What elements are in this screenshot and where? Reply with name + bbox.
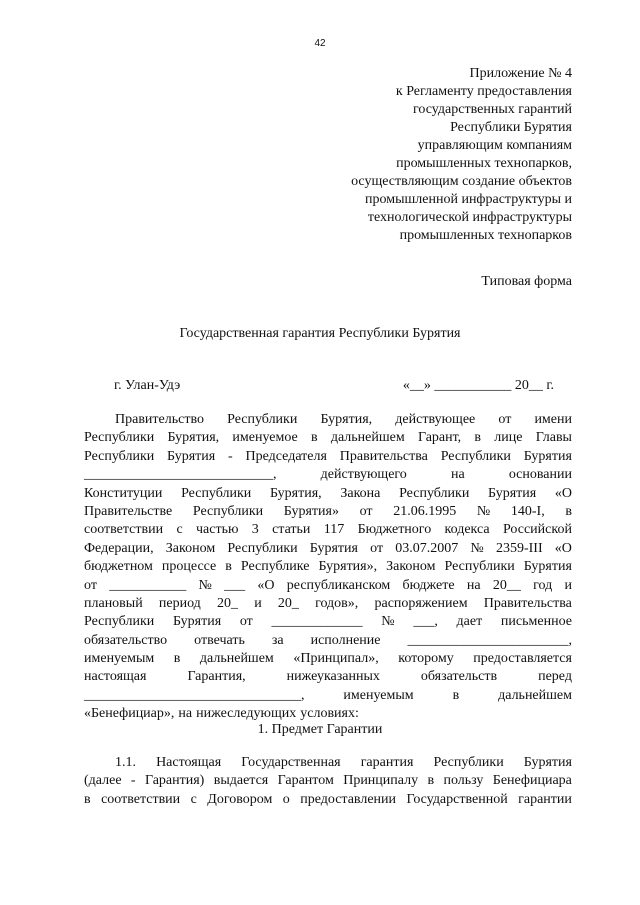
word: в: [84, 791, 91, 807]
word: дальнейшем: [330, 430, 405, 446]
word: на: [450, 467, 465, 483]
word: имени: [534, 412, 572, 427]
word: Республики: [84, 430, 155, 446]
section-heading: 1. Предмет Гарантии: [257, 722, 383, 737]
word: бюджете: [402, 577, 455, 593]
word: «О: [554, 485, 572, 501]
word: дальнейшем: [498, 687, 572, 703]
word: от: [370, 540, 384, 556]
word: обязательств: [420, 669, 498, 685]
word: Бурятия»: [283, 503, 339, 519]
word: республиканском: [286, 577, 391, 593]
word: от: [239, 614, 253, 630]
word: на: [178, 706, 193, 722]
word: Гарантия,: [187, 669, 246, 685]
word: именуемое: [232, 430, 298, 446]
appendix-line: технологической инфраструктуры: [367, 210, 572, 225]
word: с: [190, 791, 197, 807]
text-line: [84, 754, 572, 772]
word: нижеследующих: [196, 706, 297, 722]
word: период: [158, 595, 201, 611]
word: статьи: [272, 522, 311, 538]
word: в: [452, 687, 460, 703]
word: №: [198, 577, 212, 593]
word: Бурятия: [309, 540, 358, 556]
word: ___: [224, 577, 246, 593]
word: №: [381, 614, 395, 630]
word: 140-I,: [510, 503, 545, 519]
form-type-label: Типовая форма: [481, 274, 572, 289]
word: дает: [456, 614, 483, 630]
word: нижеуказанных: [286, 669, 380, 685]
text-line: [84, 485, 572, 503]
word: Республике: [240, 559, 310, 575]
word: и: [564, 577, 572, 593]
word: Бурятия,: [167, 430, 220, 446]
appendix-line: государственных гарантий: [413, 102, 572, 117]
word: Республики: [444, 559, 515, 575]
word: Правительстве: [84, 503, 173, 519]
word: именуемым: [343, 687, 414, 703]
word: Бенефициара: [492, 773, 572, 789]
word: предоставляется: [473, 651, 572, 667]
word: Государственная: [241, 755, 341, 770]
word: год: [533, 577, 553, 593]
word: -: [130, 773, 136, 789]
word: 20_: [277, 595, 299, 611]
word: соответствии: [101, 791, 181, 807]
word: которому: [398, 651, 454, 667]
word: Гарант,: [417, 430, 462, 446]
word: Бурятия: [167, 448, 216, 464]
word: предоставлении: [300, 791, 397, 807]
text-line: [84, 577, 572, 595]
word: Главы: [535, 430, 572, 446]
date-text: «__» ___________ 20__ г.: [402, 378, 554, 393]
word: Республики: [192, 503, 264, 519]
word: «О: [257, 577, 275, 593]
word: Принципалу: [343, 773, 419, 789]
word: (далее: [84, 773, 122, 789]
word: «Бенефициар»,: [84, 706, 175, 722]
word: действующего: [320, 467, 407, 483]
word: за: [271, 632, 284, 648]
word: 03.07.2007: [395, 540, 459, 556]
word: именуемым: [84, 651, 155, 667]
word: _____________: [271, 614, 363, 630]
word: письменное: [500, 614, 572, 630]
word: действующее: [395, 412, 476, 427]
word: гарантии: [518, 791, 572, 807]
word: Бюджетного: [357, 522, 432, 538]
text-line: [84, 558, 572, 576]
appendix-line: Приложение № 4: [469, 66, 572, 81]
word: 2359-III: [495, 540, 543, 556]
word: частью: [195, 522, 239, 538]
word: распоряжением: [374, 595, 468, 611]
appendix-line: Республики Бурятия: [450, 120, 572, 135]
word: Председателя: [245, 448, 327, 464]
appendix-line: промышленных технопарков: [399, 228, 572, 243]
word: 21.06.1995: [393, 503, 457, 519]
word: ___________________________,: [84, 467, 277, 483]
section-paragraph: [84, 754, 572, 809]
word: Правительства: [339, 448, 428, 464]
word: Договором: [207, 791, 273, 807]
word: и: [254, 595, 262, 611]
word: 3: [251, 522, 259, 538]
word: процессе: [161, 559, 217, 575]
word: гарантия: [360, 755, 414, 770]
word: Гарантом: [277, 773, 334, 789]
text-line: [84, 687, 572, 705]
word: 20__: [492, 577, 521, 593]
word: Республики: [433, 755, 504, 770]
word: Правительство: [115, 412, 204, 427]
text-line: [84, 595, 572, 613]
text-line: [84, 632, 572, 650]
word: дальнейшем: [199, 651, 274, 667]
word: _______________________,: [407, 632, 572, 648]
text-line: [84, 613, 572, 631]
text-line: [84, 791, 572, 809]
word: лице: [494, 430, 523, 446]
word: Бурятия: [523, 448, 572, 464]
word: 1.1.: [115, 755, 136, 770]
word: в: [427, 773, 435, 789]
word: от: [498, 412, 512, 427]
word: Республики: [227, 412, 298, 427]
word: в: [474, 430, 482, 446]
place-text: г. Улан-Удэ: [114, 378, 181, 393]
word: Конституции: [84, 485, 163, 501]
word: Республики: [399, 485, 470, 501]
word: в: [173, 651, 181, 667]
word: в: [225, 559, 232, 575]
word: плановый: [84, 595, 143, 611]
word: основании: [508, 467, 572, 483]
word: исполнение: [310, 632, 381, 648]
appendix-line: осуществляющим создание объектов: [351, 174, 572, 189]
word: Бурятия,: [269, 485, 322, 501]
word: условиях:: [300, 706, 359, 722]
word: Настоящая: [156, 755, 222, 770]
word: Бурятия: [523, 559, 572, 575]
document-title: Государственная гарантия Республики Бурятия: [179, 326, 461, 341]
word: Бурятия: [523, 755, 572, 770]
preamble-paragraph: [84, 411, 572, 724]
appendix-header: [272, 65, 572, 245]
word: настоящая: [84, 669, 147, 685]
word: ___________: [109, 577, 187, 593]
word: «Принципал»,: [293, 651, 379, 667]
text-line: [84, 650, 572, 668]
word: Российской: [502, 522, 572, 538]
text-line: [84, 466, 572, 484]
word: Бурятия: [172, 614, 222, 630]
text-line: [84, 503, 572, 521]
word: Республики: [84, 614, 155, 630]
appendix-line: промышленных технопарков,: [396, 156, 572, 171]
word: Государственной: [406, 791, 508, 807]
page-number: 42: [314, 38, 326, 49]
word: «О: [554, 540, 572, 556]
word: №: [476, 503, 491, 519]
word: -: [228, 448, 233, 464]
word: Гарантия): [144, 773, 205, 789]
word: Республики: [227, 540, 298, 556]
word: Республики: [84, 448, 155, 464]
appendix-line: к Регламенту предоставления: [395, 84, 572, 99]
word: соответствии: [84, 522, 164, 538]
word: Закона: [340, 485, 381, 501]
word: пользу: [443, 773, 484, 789]
word: ___,: [413, 614, 438, 630]
word: 117: [323, 522, 345, 538]
text-line: [84, 521, 572, 539]
word: перед: [538, 669, 572, 685]
word: в: [565, 503, 572, 519]
word: Федерации,: [84, 540, 154, 556]
word: №: [470, 540, 484, 556]
text-line: [84, 411, 572, 429]
word: Республики: [440, 448, 511, 464]
word: отвечать: [194, 632, 245, 648]
text-line: [84, 772, 572, 790]
word: о: [282, 791, 290, 807]
word: от: [359, 503, 373, 519]
word: выдается: [213, 773, 269, 789]
word: Бурятия»,: [318, 559, 378, 575]
word: Правительства: [483, 595, 572, 611]
word: 20_: [217, 595, 238, 611]
word: _______________________________,: [84, 687, 305, 703]
word: годов»,: [315, 595, 359, 611]
word: обязательство: [84, 632, 168, 648]
word: на: [466, 577, 481, 593]
appendix-line: промышленной инфраструктуры и: [365, 192, 572, 207]
word: Бурятия: [488, 485, 537, 501]
word: Законом: [165, 540, 216, 556]
appendix-line: управляющим компаниям: [417, 138, 572, 153]
word: Законом: [386, 559, 436, 575]
text-line: [84, 540, 572, 558]
word: с: [176, 522, 183, 538]
word: бюджетном: [84, 559, 153, 575]
word: в: [310, 430, 318, 446]
text-line: [84, 429, 572, 447]
text-line: [84, 448, 572, 466]
word: от: [84, 577, 97, 593]
word: кодекса: [444, 522, 490, 538]
word: Республики: [181, 485, 252, 501]
text-line: [84, 668, 572, 686]
word: Бурятия,: [320, 412, 373, 427]
